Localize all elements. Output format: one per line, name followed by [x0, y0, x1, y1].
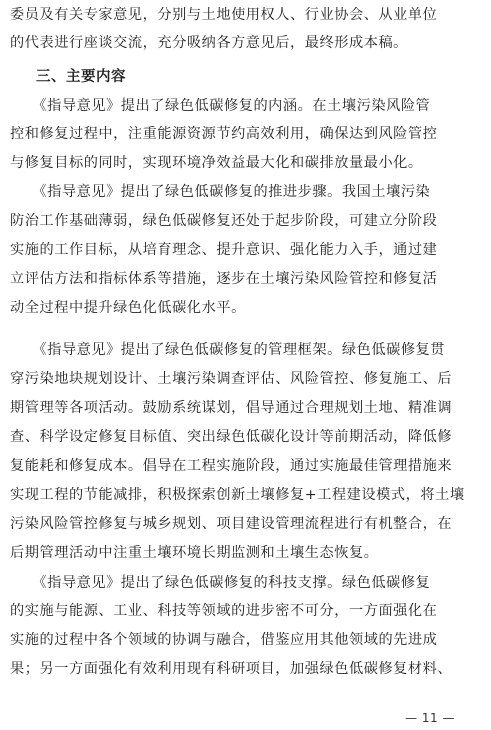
text-line: 实现工程的节能减排，积极探索创新土壤修复+工程建设模式，将土壤 [10, 487, 465, 503]
text-line: 《指导意见》提出了绿色低碳修复的内涵。在土壤污染风险管 [10, 98, 431, 114]
text-line: 立评估方法和指标体系等措施，逐步在土壤污染风险管控和修复活 [10, 271, 438, 287]
text-line: 《指导意见》提出了绿色低碳修复的科技支撑。绿色低碳修复 [10, 575, 431, 591]
page-number: — 11 — [405, 711, 455, 725]
text-line: 与修复目标的同时，实现环境净效益最大化和碳排放量最小化。 [10, 155, 423, 171]
section-heading: 三、主要内容 [36, 69, 126, 85]
text-line: 查、科学设定修复目标值、突出绿色低碳化设计等前期活动，降低修 [10, 429, 453, 445]
text-line: 动全过程中提升绿色化低碳化水平。 [10, 300, 246, 316]
text-line: 委员及有关专家意见，分别与土地使用权人、行业协会、从业单位 [10, 7, 438, 23]
text-line: 穿污染地块规划设计、土壤污染调查评估、风险管控、修复施工、后 [10, 371, 453, 387]
text-line: 《指导意见》提出了绿色低碳修复的管理框架。绿色低碳修复贯 [10, 342, 446, 358]
text-line: 的实施与能源、工业、科技等领域的进步密不可分，一方面强化在 [10, 603, 438, 619]
text-line: 复能耗和修复成本。倡导在工程实施阶段，通过实施最佳管理措施来 [10, 458, 453, 474]
text-line: 的代表进行座谈交流，充分吸纳各方意见后，最终形成本稿。 [10, 35, 408, 51]
text-line: 果；另一方面强化有效利用现有科研项目，加强绿色低碳修复材料、 [10, 661, 453, 677]
text-line: 实施的工作目标，从培育理念、提升意识、强化能力入手，通过建 [10, 242, 438, 258]
text-line: 污染风险管控修复与城乡规划、项目建设管理流程进行有机整合，在 [10, 516, 453, 532]
text-line: 《指导意见》提出了绿色低碳修复的推进步骤。我国土壤污染 [10, 184, 431, 200]
text-line: 后期管理活动中注重土壤环境长期监测和土壤生态恢复。 [10, 545, 379, 561]
text-line: 期管理等各项活动。鼓励系统谋划，倡导通过合理规划土地、精准调 [10, 400, 453, 416]
text-line: 控和修复过程中，注重能源资源节约高效利用，确保达到风险管控 [10, 126, 438, 142]
text-line: 防治工作基础薄弱，绿色低碳修复还处于起步阶段，可建立分阶段 [10, 213, 438, 229]
text-line: 实施的过程中各个领域的协调与融合，借鉴应用其他领域的先进成 [10, 632, 438, 648]
